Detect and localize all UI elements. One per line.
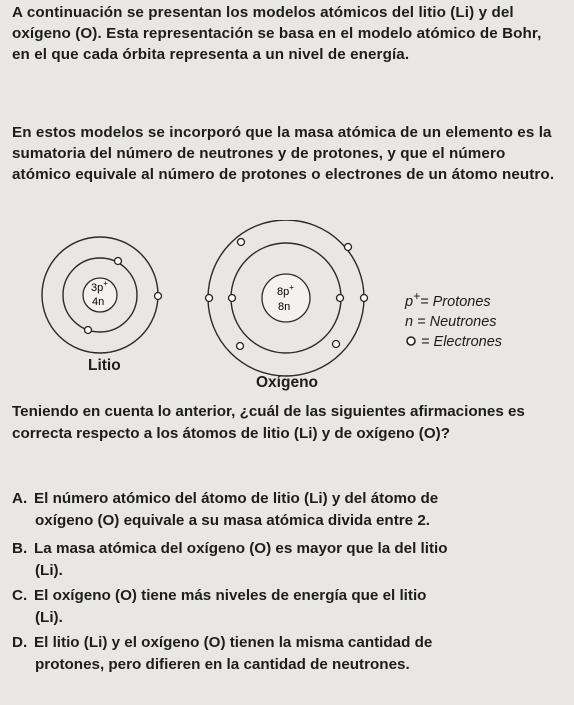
- option-a[interactable]: [12, 488, 560, 532]
- legend-protons-label: = Protones: [420, 293, 491, 310]
- intro-paragraph-1: A continuación se presentan los modelos atómicos del litio (Li) y del oxígeno (O). Esta representación se basa en el modelo atómico de Bohr, en el que cada órbita representa a un nivel de energía.: [12, 4, 542, 63]
- legend-protons-symbol: p: [405, 293, 414, 310]
- option-b[interactable]: [12, 538, 560, 582]
- oxygen-electron: [333, 341, 340, 348]
- oxygen-neutrons: 8n: [278, 301, 291, 313]
- lithium-electron: [115, 258, 122, 265]
- oxygen-nucleus: [262, 274, 310, 322]
- lithium-atom: [42, 237, 162, 353]
- option-letter: A.: [12, 490, 28, 507]
- option-c[interactable]: [12, 585, 560, 629]
- diagram-legend: [405, 286, 502, 352]
- intro-paragraph-2: En estos modelos se incorporó que la masa atómica de un elemento es la sumatoria del número de neutrones y de protones, y que el número atómico equivale al número de protones o electrones de un átomo neutro.: [12, 124, 555, 183]
- legend-protons: [405, 286, 502, 312]
- option-text-line1: El número atómico del átomo de litio (Li) y del átomo de: [34, 490, 439, 507]
- lithium-neutrons: 4n: [92, 296, 105, 308]
- oxygen-protons: 8p+: [277, 283, 294, 298]
- lithium-electron: [155, 293, 162, 300]
- option-text-line1: El litio (Li) y el oxígeno (O) tienen la misma cantidad de: [34, 634, 433, 651]
- legend-neutrons-symbol: n: [405, 313, 414, 330]
- oxygen-electron: [337, 295, 344, 302]
- option-letter: B.: [12, 540, 28, 557]
- oxygen-atom: [206, 220, 368, 376]
- legend-plus-sign: +: [413, 289, 421, 303]
- option-d[interactable]: [12, 632, 560, 676]
- option-text-line2: protones, pero difieren en la cantidad de neutrones.: [35, 656, 410, 673]
- lithium-protons: 3p+: [91, 279, 108, 294]
- option-letter: D.: [12, 634, 28, 651]
- question-text: Teniendo en cuenta lo anterior, ¿cuál de las siguientes afirmaciones es correcta respecto a los átomos de litio (Li) y de oxígeno (O)?: [12, 403, 525, 442]
- lithium-electron: [85, 327, 92, 334]
- oxygen-electron: [229, 295, 236, 302]
- option-text-line2: (Li).: [35, 562, 63, 579]
- option-letter: C.: [12, 587, 28, 604]
- option-text-line2: (Li).: [35, 609, 63, 626]
- legend-neutrons-label: = Neutrones: [417, 313, 497, 330]
- option-text-line1: La masa atómica del oxígeno (O) es mayor que la del litio: [34, 540, 448, 557]
- legend-electrons-label: = Electrones: [421, 333, 503, 350]
- oxygen-electron: [206, 295, 213, 302]
- lithium-caption: Litio: [88, 357, 121, 374]
- atomic-models-diagram: [30, 220, 400, 395]
- oxygen-electron: [345, 244, 352, 251]
- oxygen-electron: [361, 295, 368, 302]
- oxygen-electron: [237, 343, 244, 350]
- oxygen-caption: Oxígeno: [256, 374, 319, 391]
- legend-electrons: [405, 332, 502, 352]
- electron-symbol-icon: [405, 335, 417, 347]
- option-text-line1: El oxígeno (O) tiene más niveles de energía que el litio: [34, 587, 427, 604]
- legend-neutrons: [405, 312, 502, 332]
- option-text-line2: oxígeno (O) equivale a su masa atómica divida entre 2.: [35, 512, 431, 529]
- oxygen-electron: [238, 239, 245, 246]
